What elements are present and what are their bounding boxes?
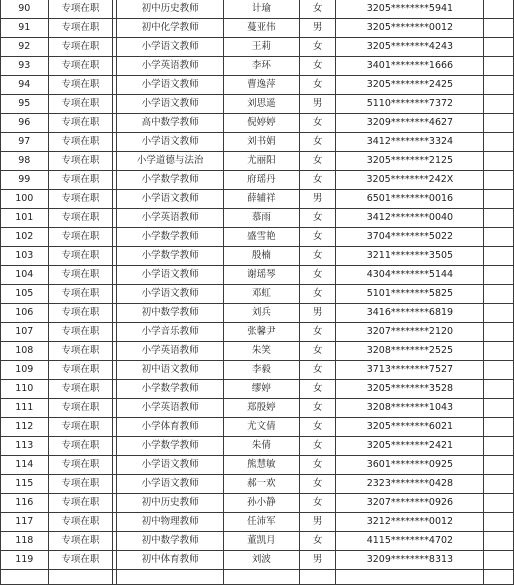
hire-type-cell: 专项在职 <box>48 532 113 551</box>
table-row <box>1 190 514 209</box>
person-name-cell: 殷楠 <box>224 247 300 266</box>
id-number-cell: 3205********3528 <box>336 380 484 399</box>
hire-type-cell: 专项在职 <box>48 0 113 19</box>
position-cell: 小学语文教师 <box>117 190 224 209</box>
trailing-cell <box>484 266 514 285</box>
trailing-cell <box>484 399 514 418</box>
hire-type-cell: 专项在职 <box>48 190 113 209</box>
table-row <box>1 19 514 38</box>
gender-cell: 女 <box>299 38 336 57</box>
trailing-cell <box>484 456 514 475</box>
position-cell: 小学数学教师 <box>117 228 224 247</box>
hire-type-cell: 专项在职 <box>48 304 113 323</box>
hire-type-cell: 专项在职 <box>48 133 113 152</box>
position-cell: 小学英语教师 <box>117 209 224 228</box>
person-name-cell: 刘书娟 <box>224 133 300 152</box>
row-number-cell: 117 <box>1 513 49 532</box>
position-cell: 小学英语教师 <box>117 342 224 361</box>
trailing-cell <box>484 171 514 190</box>
gender-cell: 女 <box>299 437 336 456</box>
row-number-cell: 98 <box>1 152 49 171</box>
position-cell: 小学体育教师 <box>117 418 224 437</box>
trailing-cell <box>484 494 514 513</box>
hire-type-cell: 专项在职 <box>48 494 113 513</box>
hire-type-cell: 专项在职 <box>48 114 113 133</box>
gender-cell: 女 <box>299 247 336 266</box>
position-cell: 初中物理教师 <box>117 513 224 532</box>
position-cell: 初中历史教师 <box>117 0 224 19</box>
gender-cell: 女 <box>299 76 336 95</box>
trailing-cell <box>484 190 514 209</box>
hire-type-cell: 专项在职 <box>48 209 113 228</box>
gender-cell: 女 <box>299 418 336 437</box>
table-row <box>1 323 514 342</box>
table-row <box>1 532 514 551</box>
table-row <box>1 247 514 266</box>
person-name-cell: 府瑶丹 <box>224 171 300 190</box>
hire-type-cell: 专项在职 <box>48 171 113 190</box>
row-number-cell: 108 <box>1 342 49 361</box>
row-number-cell: 113 <box>1 437 49 456</box>
hire-type-cell: 专项在职 <box>48 399 113 418</box>
position-cell: 小学语文教师 <box>117 38 224 57</box>
person-name-cell: 倪婷婷 <box>224 114 300 133</box>
person-name-cell: 计瑜 <box>224 0 300 19</box>
trailing-cell <box>484 285 514 304</box>
row-number-cell: 90 <box>1 0 49 19</box>
person-name-cell: 刘思遥 <box>224 95 300 114</box>
row-number-cell: 103 <box>1 247 49 266</box>
gender-cell <box>299 570 336 585</box>
id-number-cell: 3412********3324 <box>336 133 484 152</box>
gender-cell: 女 <box>299 323 336 342</box>
position-cell: 初中体育教师 <box>117 551 224 570</box>
trailing-cell <box>484 437 514 456</box>
position-cell: 小学英语教师 <box>117 399 224 418</box>
position-cell <box>117 570 224 585</box>
hire-type-cell: 专项在职 <box>48 551 113 570</box>
person-name-cell: 盛雪艳 <box>224 228 300 247</box>
trailing-cell <box>484 532 514 551</box>
hire-type-cell: 专项在职 <box>48 456 113 475</box>
trailing-cell <box>484 418 514 437</box>
person-name-cell: 刘波 <box>224 551 300 570</box>
row-number-cell: 106 <box>1 304 49 323</box>
person-name-cell: 谢瑶琴 <box>224 266 300 285</box>
hire-type-cell: 专项在职 <box>48 361 113 380</box>
table-row <box>1 475 514 494</box>
hire-type-cell: 专项在职 <box>48 152 113 171</box>
table-row <box>1 418 514 437</box>
position-cell: 初中数学教师 <box>117 304 224 323</box>
table-row <box>1 570 514 585</box>
trailing-cell <box>484 323 514 342</box>
position-cell: 小学语文教师 <box>117 133 224 152</box>
table-row <box>1 171 514 190</box>
id-number-cell: 3704********5022 <box>336 228 484 247</box>
trailing-cell <box>484 570 514 585</box>
row-number-cell: 101 <box>1 209 49 228</box>
row-number-cell <box>1 570 49 585</box>
table-row <box>1 304 514 323</box>
trailing-cell <box>484 304 514 323</box>
position-cell: 小学数学教师 <box>117 380 224 399</box>
id-number-cell: 3208********2525 <box>336 342 484 361</box>
gender-cell: 女 <box>299 342 336 361</box>
gender-cell: 女 <box>299 209 336 228</box>
person-name-cell: 董凯月 <box>224 532 300 551</box>
gender-cell: 女 <box>299 456 336 475</box>
trailing-cell <box>484 513 514 532</box>
id-number-cell: 3205********4243 <box>336 38 484 57</box>
gender-cell: 女 <box>299 494 336 513</box>
gender-cell: 女 <box>299 171 336 190</box>
trailing-cell <box>484 0 514 19</box>
table-row <box>1 209 514 228</box>
row-number-cell: 119 <box>1 551 49 570</box>
id-number-cell: 5110********7372 <box>336 95 484 114</box>
id-number-cell: 3401********1666 <box>336 57 484 76</box>
row-number-cell: 105 <box>1 285 49 304</box>
row-number-cell: 97 <box>1 133 49 152</box>
table-body <box>1 0 514 585</box>
gender-cell: 男 <box>299 95 336 114</box>
id-number-cell: 3207********0926 <box>336 494 484 513</box>
table-row <box>1 456 514 475</box>
row-number-cell: 94 <box>1 76 49 95</box>
trailing-cell <box>484 380 514 399</box>
hire-type-cell: 专项在职 <box>48 418 113 437</box>
person-name-cell: 刘兵 <box>224 304 300 323</box>
hire-type-cell: 专项在职 <box>48 380 113 399</box>
position-cell: 小学语文教师 <box>117 266 224 285</box>
hire-type-cell: 专项在职 <box>48 266 113 285</box>
gender-cell: 女 <box>299 475 336 494</box>
table-row <box>1 437 514 456</box>
position-cell: 小学语文教师 <box>117 475 224 494</box>
gender-cell: 男 <box>299 513 336 532</box>
person-name-cell: 任沛军 <box>224 513 300 532</box>
person-name-cell: 郝一欢 <box>224 475 300 494</box>
trailing-cell <box>484 114 514 133</box>
gender-cell: 女 <box>299 152 336 171</box>
hire-type-cell: 专项在职 <box>48 38 113 57</box>
hire-type-cell: 专项在职 <box>48 323 113 342</box>
table-row <box>1 380 514 399</box>
gender-cell: 男 <box>299 19 336 38</box>
hire-type-cell <box>48 570 113 585</box>
id-number-cell: 3209********8313 <box>336 551 484 570</box>
hire-type-cell: 专项在职 <box>48 285 113 304</box>
gender-cell: 男 <box>299 304 336 323</box>
trailing-cell <box>484 228 514 247</box>
id-number-cell: 3713********7527 <box>336 361 484 380</box>
id-number-cell: 3205********242X <box>336 171 484 190</box>
gender-cell: 男 <box>299 551 336 570</box>
table-row <box>1 266 514 285</box>
person-name-cell: 慕雨 <box>224 209 300 228</box>
hire-type-cell: 专项在职 <box>48 19 113 38</box>
trailing-cell <box>484 133 514 152</box>
position-cell: 初中语文教师 <box>117 361 224 380</box>
position-cell: 小学语文教师 <box>117 95 224 114</box>
hire-type-cell: 专项在职 <box>48 228 113 247</box>
hire-type-cell: 专项在职 <box>48 513 113 532</box>
table-row <box>1 133 514 152</box>
id-number-cell: 5101********5825 <box>336 285 484 304</box>
person-name-cell: 尤文倩 <box>224 418 300 437</box>
position-cell: 小学语文教师 <box>117 456 224 475</box>
row-number-cell: 109 <box>1 361 49 380</box>
row-number-cell: 116 <box>1 494 49 513</box>
table-row <box>1 95 514 114</box>
table-row <box>1 399 514 418</box>
row-number-cell: 100 <box>1 190 49 209</box>
trailing-cell <box>484 76 514 95</box>
person-name-cell: 李毅 <box>224 361 300 380</box>
row-number-cell: 91 <box>1 19 49 38</box>
gender-cell: 女 <box>299 133 336 152</box>
id-number-cell: 4304********5144 <box>336 266 484 285</box>
gender-cell: 女 <box>299 380 336 399</box>
person-name-cell: 李环 <box>224 57 300 76</box>
id-number-cell: 3205********6021 <box>336 418 484 437</box>
hire-type-cell: 专项在职 <box>48 95 113 114</box>
gender-cell: 男 <box>299 190 336 209</box>
row-number-cell: 115 <box>1 475 49 494</box>
trailing-cell <box>484 247 514 266</box>
table-row <box>1 152 514 171</box>
person-name-cell: 邓虹 <box>224 285 300 304</box>
table-row <box>1 494 514 513</box>
position-cell: 小学数学教师 <box>117 171 224 190</box>
table-row <box>1 0 514 19</box>
person-name-cell: 缪婷 <box>224 380 300 399</box>
row-number-cell: 96 <box>1 114 49 133</box>
trailing-cell <box>484 551 514 570</box>
table-row <box>1 551 514 570</box>
person-name-cell <box>224 570 300 585</box>
id-number-cell: 3211********3505 <box>336 247 484 266</box>
gender-cell: 女 <box>299 114 336 133</box>
row-number-cell: 118 <box>1 532 49 551</box>
id-number-cell: 3205********2421 <box>336 437 484 456</box>
person-name-cell: 蔓亚伟 <box>224 19 300 38</box>
position-cell: 初中化学教师 <box>117 19 224 38</box>
table-row <box>1 361 514 380</box>
position-cell: 小学语文教师 <box>117 285 224 304</box>
id-number-cell: 6501********0016 <box>336 190 484 209</box>
table-row <box>1 285 514 304</box>
row-number-cell: 95 <box>1 95 49 114</box>
position-cell: 初中数学教师 <box>117 532 224 551</box>
id-number-cell: 3205********0012 <box>336 19 484 38</box>
gender-cell: 女 <box>299 532 336 551</box>
person-name-cell: 曹逸萍 <box>224 76 300 95</box>
gender-cell: 女 <box>299 361 336 380</box>
trailing-cell <box>484 475 514 494</box>
id-number-cell <box>336 570 484 585</box>
position-cell: 小学英语教师 <box>117 57 224 76</box>
table-row <box>1 57 514 76</box>
person-name-cell: 朱笑 <box>224 342 300 361</box>
id-number-cell: 3207********2120 <box>336 323 484 342</box>
id-number-cell: 3209********4627 <box>336 114 484 133</box>
trailing-cell <box>484 38 514 57</box>
table-row <box>1 342 514 361</box>
id-number-cell: 3416********6819 <box>336 304 484 323</box>
gender-cell: 女 <box>299 266 336 285</box>
position-cell: 小学数学教师 <box>117 437 224 456</box>
person-name-cell: 薛辅祥 <box>224 190 300 209</box>
person-name-cell: 王莉 <box>224 38 300 57</box>
table-row <box>1 38 514 57</box>
id-number-cell: 3205********5941 <box>336 0 484 19</box>
id-number-cell: 3412********0040 <box>336 209 484 228</box>
table-row <box>1 76 514 95</box>
table-row <box>1 513 514 532</box>
id-number-cell: 2323********0428 <box>336 475 484 494</box>
position-cell: 高中数学教师 <box>117 114 224 133</box>
row-number-cell: 99 <box>1 171 49 190</box>
id-number-cell: 3601********0925 <box>336 456 484 475</box>
trailing-cell <box>484 152 514 171</box>
id-number-cell: 3205********2425 <box>336 76 484 95</box>
gender-cell: 女 <box>299 285 336 304</box>
id-number-cell: 3208********1043 <box>336 399 484 418</box>
trailing-cell <box>484 19 514 38</box>
trailing-cell <box>484 361 514 380</box>
person-name-cell: 熊慧敏 <box>224 456 300 475</box>
trailing-cell <box>484 342 514 361</box>
gender-cell: 女 <box>299 0 336 19</box>
gender-cell: 女 <box>299 228 336 247</box>
position-cell: 初中历史教师 <box>117 494 224 513</box>
hire-type-cell: 专项在职 <box>48 475 113 494</box>
hire-type-cell: 专项在职 <box>48 57 113 76</box>
table-row <box>1 228 514 247</box>
row-number-cell: 107 <box>1 323 49 342</box>
hire-type-cell: 专项在职 <box>48 342 113 361</box>
row-number-cell: 114 <box>1 456 49 475</box>
table-row <box>1 114 514 133</box>
row-number-cell: 110 <box>1 380 49 399</box>
hire-type-cell: 专项在职 <box>48 437 113 456</box>
row-number-cell: 112 <box>1 418 49 437</box>
person-name-cell: 郑殷婷 <box>224 399 300 418</box>
trailing-cell <box>484 57 514 76</box>
person-name-cell: 朱倩 <box>224 437 300 456</box>
position-cell: 小学道德与法治 <box>117 152 224 171</box>
row-number-cell: 111 <box>1 399 49 418</box>
trailing-cell <box>484 95 514 114</box>
position-cell: 小学音乐教师 <box>117 323 224 342</box>
hire-type-cell: 专项在职 <box>48 76 113 95</box>
row-number-cell: 92 <box>1 38 49 57</box>
gender-cell: 女 <box>299 399 336 418</box>
hire-type-cell: 专项在职 <box>48 247 113 266</box>
id-number-cell: 4115********4702 <box>336 532 484 551</box>
gender-cell: 女 <box>299 57 336 76</box>
row-number-cell: 104 <box>1 266 49 285</box>
position-cell: 小学数学教师 <box>117 247 224 266</box>
row-number-cell: 102 <box>1 228 49 247</box>
trailing-cell <box>484 209 514 228</box>
person-name-cell: 张馨尹 <box>224 323 300 342</box>
person-name-cell: 尤丽阳 <box>224 152 300 171</box>
id-number-cell: 3205********2125 <box>336 152 484 171</box>
row-number-cell: 93 <box>1 57 49 76</box>
person-name-cell: 孙小静 <box>224 494 300 513</box>
position-cell: 小学语文教师 <box>117 76 224 95</box>
id-number-cell: 3212********0012 <box>336 513 484 532</box>
